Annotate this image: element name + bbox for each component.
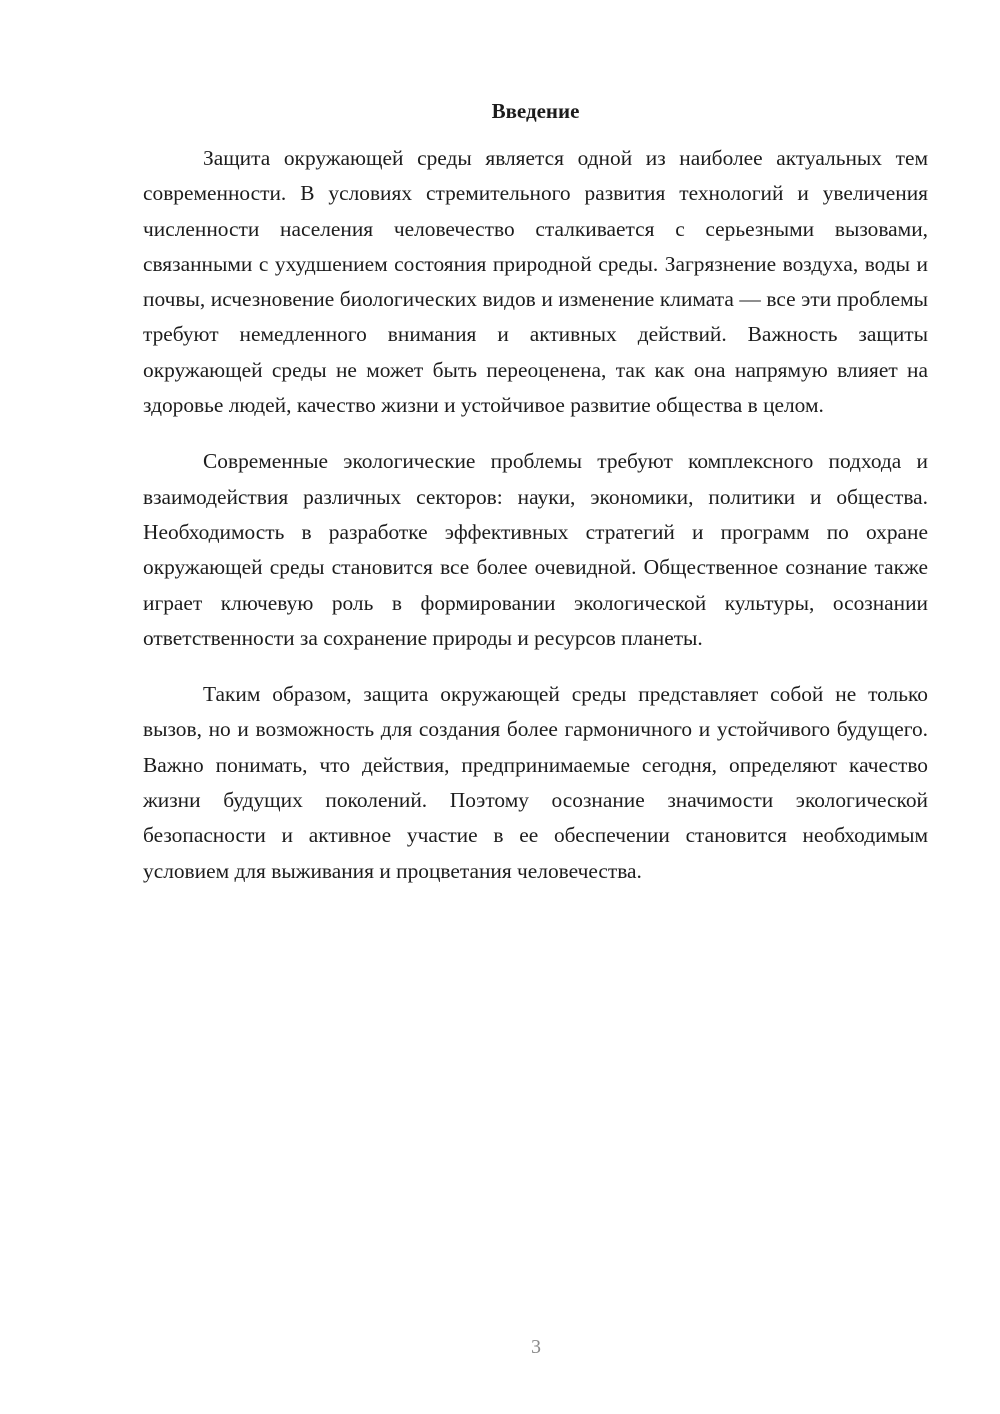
section-heading: Введение	[491, 99, 580, 123]
paragraph: Защита окружающей среды является одной из наиболее актуальных тем современности. В условиях стремительного развития технологий и увеличения численности населения человечество сталкивается с серьезными вызовами, связанными с ухудшением состояния природной среды. Загрязнение воздуха, воды и почвы, исчезновение биологических видов и изменение климата — все эти проблемы требуют немедленного внимания и активных действий. Важность защиты окружающей среды не может быть переоценена, так как она напрямую влияет на здоровье людей, качество жизни и устойчивое развитие общества в целом.	[143, 146, 928, 418]
paragraph: Современные экологические проблемы требуют комплексного подхода и взаимодействия различных секторов: науки, экономики, политики и общества. Необходимость в разработке эффективных стратегий и программ по охране окружающей среды становится все более очевидной. Общественное сознание также играет ключевую роль в формировании экологической культуры, осознании ответственности за сохранение природы и ресурсов планеты.	[143, 449, 928, 650]
body-text	[143, 141, 928, 889]
page-number: 3	[531, 1336, 541, 1358]
paragraph: Таким образом, защита окружающей среды представляет собой не только вызов, но и возможность для создания более гармоничного и устойчивого будущего. Важно понимать, что действия, предпринимаемые сегодня, определяют качество жизни будущих поколений. Поэтому осознание значимости экологической безопасности и активное участие в ее обеспечении становится необходимым условием для выживания и процветания человечества.	[143, 682, 928, 883]
